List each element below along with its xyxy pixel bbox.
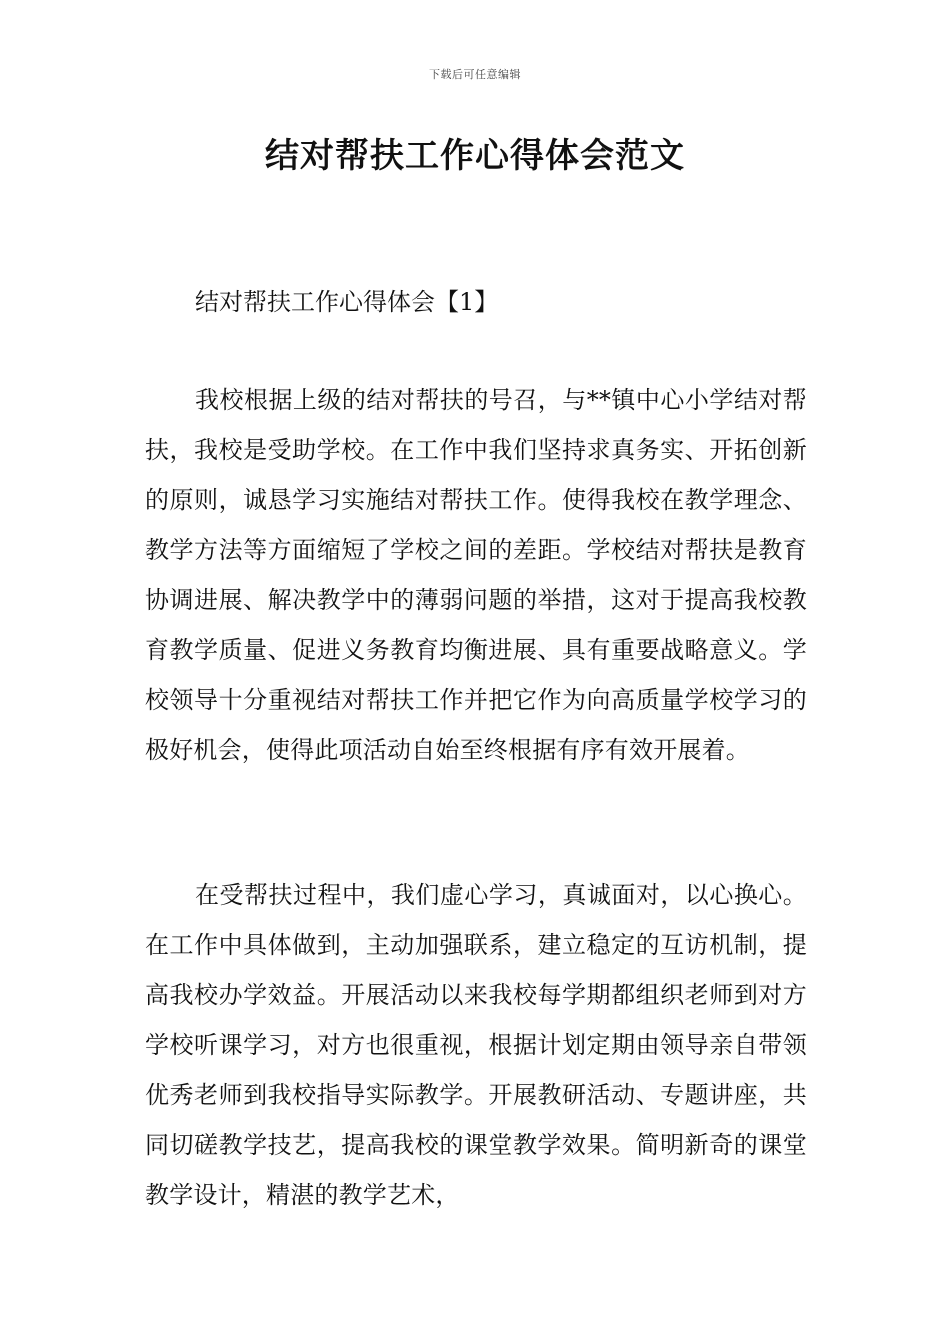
document-title: 结对帮扶工作心得体会范文: [265, 136, 685, 176]
section-heading: 结对帮扶工作心得体会【1】: [195, 288, 499, 316]
body-paragraph: 我校根据上级的结对帮扶的号召，与**镇中心小学结对帮扶，我校是受助学校。在工作中我们坚持求真务实、开拓创新的原则，诚恳学习实施结对帮扶工作。使得我校在教学理念、教学方法等方面缩短了学校之间的差距。学校结对帮扶是教育协调进展、解决教学中的薄弱问题的举措，这对于提高我校教育教学质量、促进义务教育均衡进展、具有重要战略意义。学校领导十分重视结对帮扶工作并把它作为向高质量学校学习的极好机会，使得此项活动自始至终根据有序有效开展着。: [145, 386, 807, 764]
body-paragraph: 在受帮扶过程中，我们虚心学习，真诚面对，以心换心。在工作中具体做到，主动加强联系，建立稳定的互访机制，提高我校办学效益。开展活动以来我校每学期都组织老师到对方学校听课学习，对方也很重视，根据计划定期由领导亲自带领优秀老师到我校指导实际教学。开展教研活动、专题讲座，共同切磋教学技艺，提高我校的课堂教学效果。简明新奇的课堂教学设计，精湛的教学艺术，: [145, 881, 807, 1209]
header-note: 下载后可任意编辑: [429, 68, 521, 81]
